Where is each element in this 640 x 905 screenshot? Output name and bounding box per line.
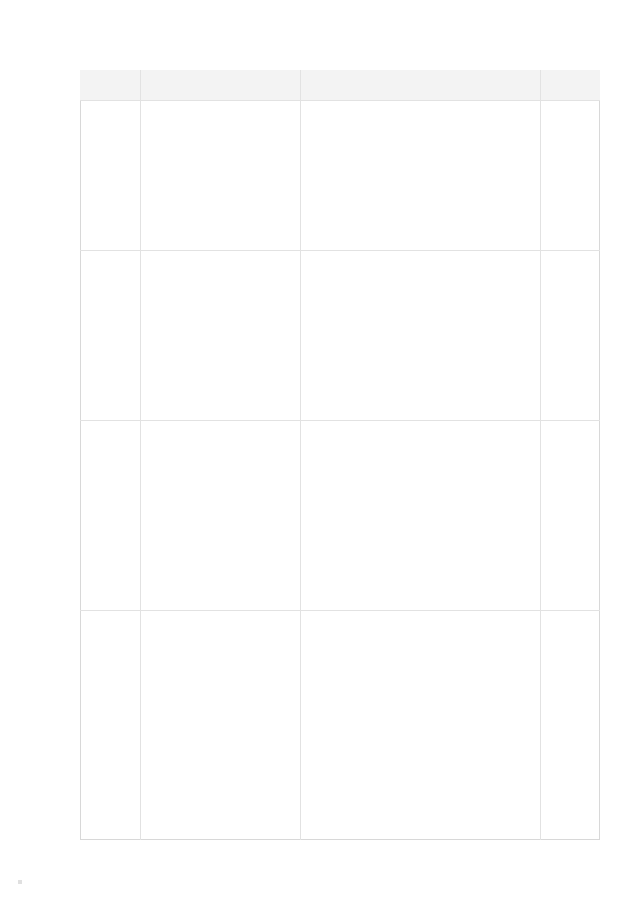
column-divider [540,70,541,840]
scan-mark [18,880,22,884]
column-divider [140,70,141,840]
table-row [80,100,600,250]
table-header-row [80,70,600,100]
table-row [80,250,600,420]
column-divider [300,70,301,840]
table-row [80,610,600,840]
table-row [80,420,600,610]
page-number [60,438,72,452]
